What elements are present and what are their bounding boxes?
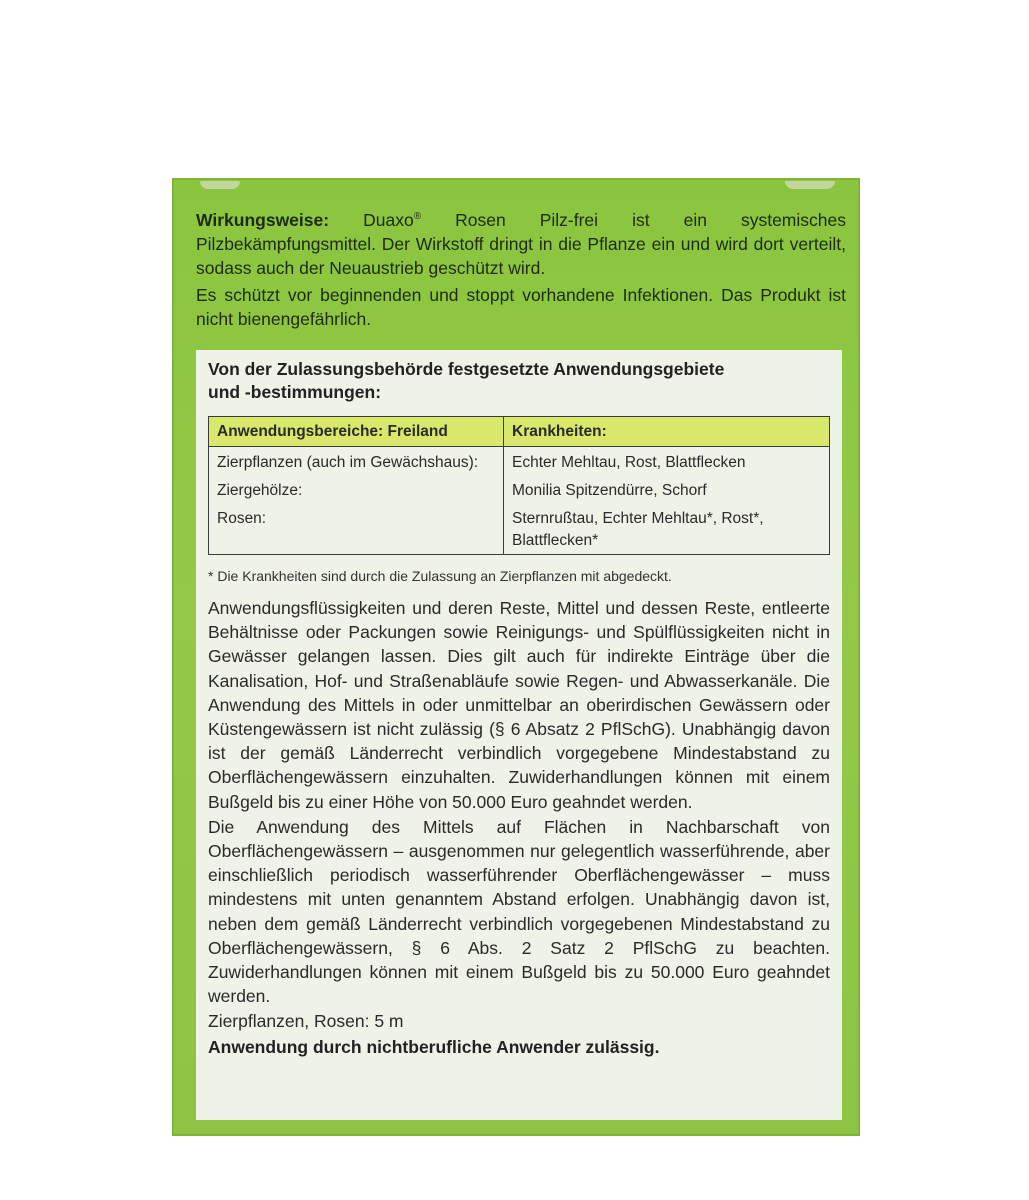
approval-heading-line2: und -bestimmungen:	[208, 382, 382, 402]
table-cell-disease: Monilia Spitzendürre, Schorf	[504, 474, 830, 502]
application-table	[208, 416, 830, 555]
registered-mark: ®	[413, 211, 422, 222]
water-protection-paragraph: Anwendungsflüssigkeiten und deren Reste, Mittel und dessen Reste, entleerte Behältnisse oder Packungen sowie Reinigungs- und Spülflüssigkeiten nicht in Gewässer gelangen lassen. Dies gilt auch für indirekte Einträge über die Kanalisation, Hof- und Straßenabläufe sowie Regen- und Abwasserkanäle. Die Anwendung des Mittels in oder unmittelbar an oberirdischen Gewässern oder Küstengewässern ist nicht zulässig (§ 6 Absatz 2 PflSchG). Unabhängig davon ist der gemäß Länderrecht verbindlich vorgegebene Mindestabstand zu Oberflächengewässern einzuhalten. Zuwiderhandlungen können mit einem Bußgeld bis zu einer Höhe von 50.000 Euro geahndet werden.	[208, 598, 830, 812]
table-cell-disease: Sternrußtau, Echter Mehltau*, Rost*, Blattflecken*	[504, 502, 830, 555]
instructions-body	[208, 596, 830, 1060]
table-row	[209, 474, 830, 502]
table-header-row	[209, 417, 830, 447]
table-row	[209, 447, 830, 475]
mode-of-action-paragraph	[196, 205, 846, 280]
distance-paragraph: Die Anwendung des Mittels auf Flächen in Nachbarschaft von Oberflächengewässern – ausgenommen nur gelegentlich wasserführende, aber einschließlich periodisch wasserführender Oberflächengewässer – muss mindestens mit unten genanntem Abstand erfolgen. Unabhängig davon ist, neben dem gemäß Länderrecht verbindlich vorgegebenen Mindestabstand zu Oberflächengewässern, § 6 Abs. 2 Satz 2 PflSchG zu beachten. Zuwiderhandlungen können mit einem Bußgeld bis zu 50.000 Euro geahndet werden.	[208, 816, 830, 1007]
table-footnote: * Die Krankheiten sind durch die Zulassung an Zierpflanzen mit abgedeckt.	[208, 568, 672, 584]
mode-of-action-text: Rosen Pilz-frei ist ein systemisches Pilzbekämpfungsmittel. Der Wirkstoff dringt in die Pflanze ein und wird dort verteilt, sodass auch der Neuaustrieb geschützt wird.	[196, 209, 846, 278]
brand-name: Duaxo	[363, 209, 414, 230]
approval-panel	[196, 350, 842, 1120]
approval-heading-line1: Von der Zulassungsbehörde festgesetzte Anwendungsgebiete	[208, 359, 725, 379]
protection-paragraph: Es schützt vor beginnenden und stoppt vorhandene Infektionen. Das Produkt ist nicht bienengefährlich.	[196, 284, 846, 329]
mode-of-action-section	[196, 205, 846, 334]
header-diseases: Krankheiten:	[504, 417, 830, 447]
table-cell-area: Ziergehölze:	[209, 474, 504, 502]
table-cell-area: Rosen:	[209, 502, 504, 555]
approval-heading	[208, 358, 828, 404]
usage-permission-line: Anwendung durch nichtberufliche Anwender zulässig.	[208, 1036, 660, 1057]
box-flap-left	[200, 181, 240, 189]
header-application-areas: Anwendungsbereiche: Freiland	[209, 417, 504, 447]
table-cell-area: Zierpflanzen (auch im Gewächshaus):	[209, 447, 504, 475]
table-cell-disease: Echter Mehltau, Rost, Blattflecken	[504, 447, 830, 475]
mode-of-action-lead: Wirkungsweise:	[196, 209, 330, 230]
minimum-distance-line: Zierpflanzen, Rosen: 5 m	[208, 1011, 404, 1032]
table-row	[209, 502, 830, 555]
box-flap-right	[785, 181, 835, 189]
